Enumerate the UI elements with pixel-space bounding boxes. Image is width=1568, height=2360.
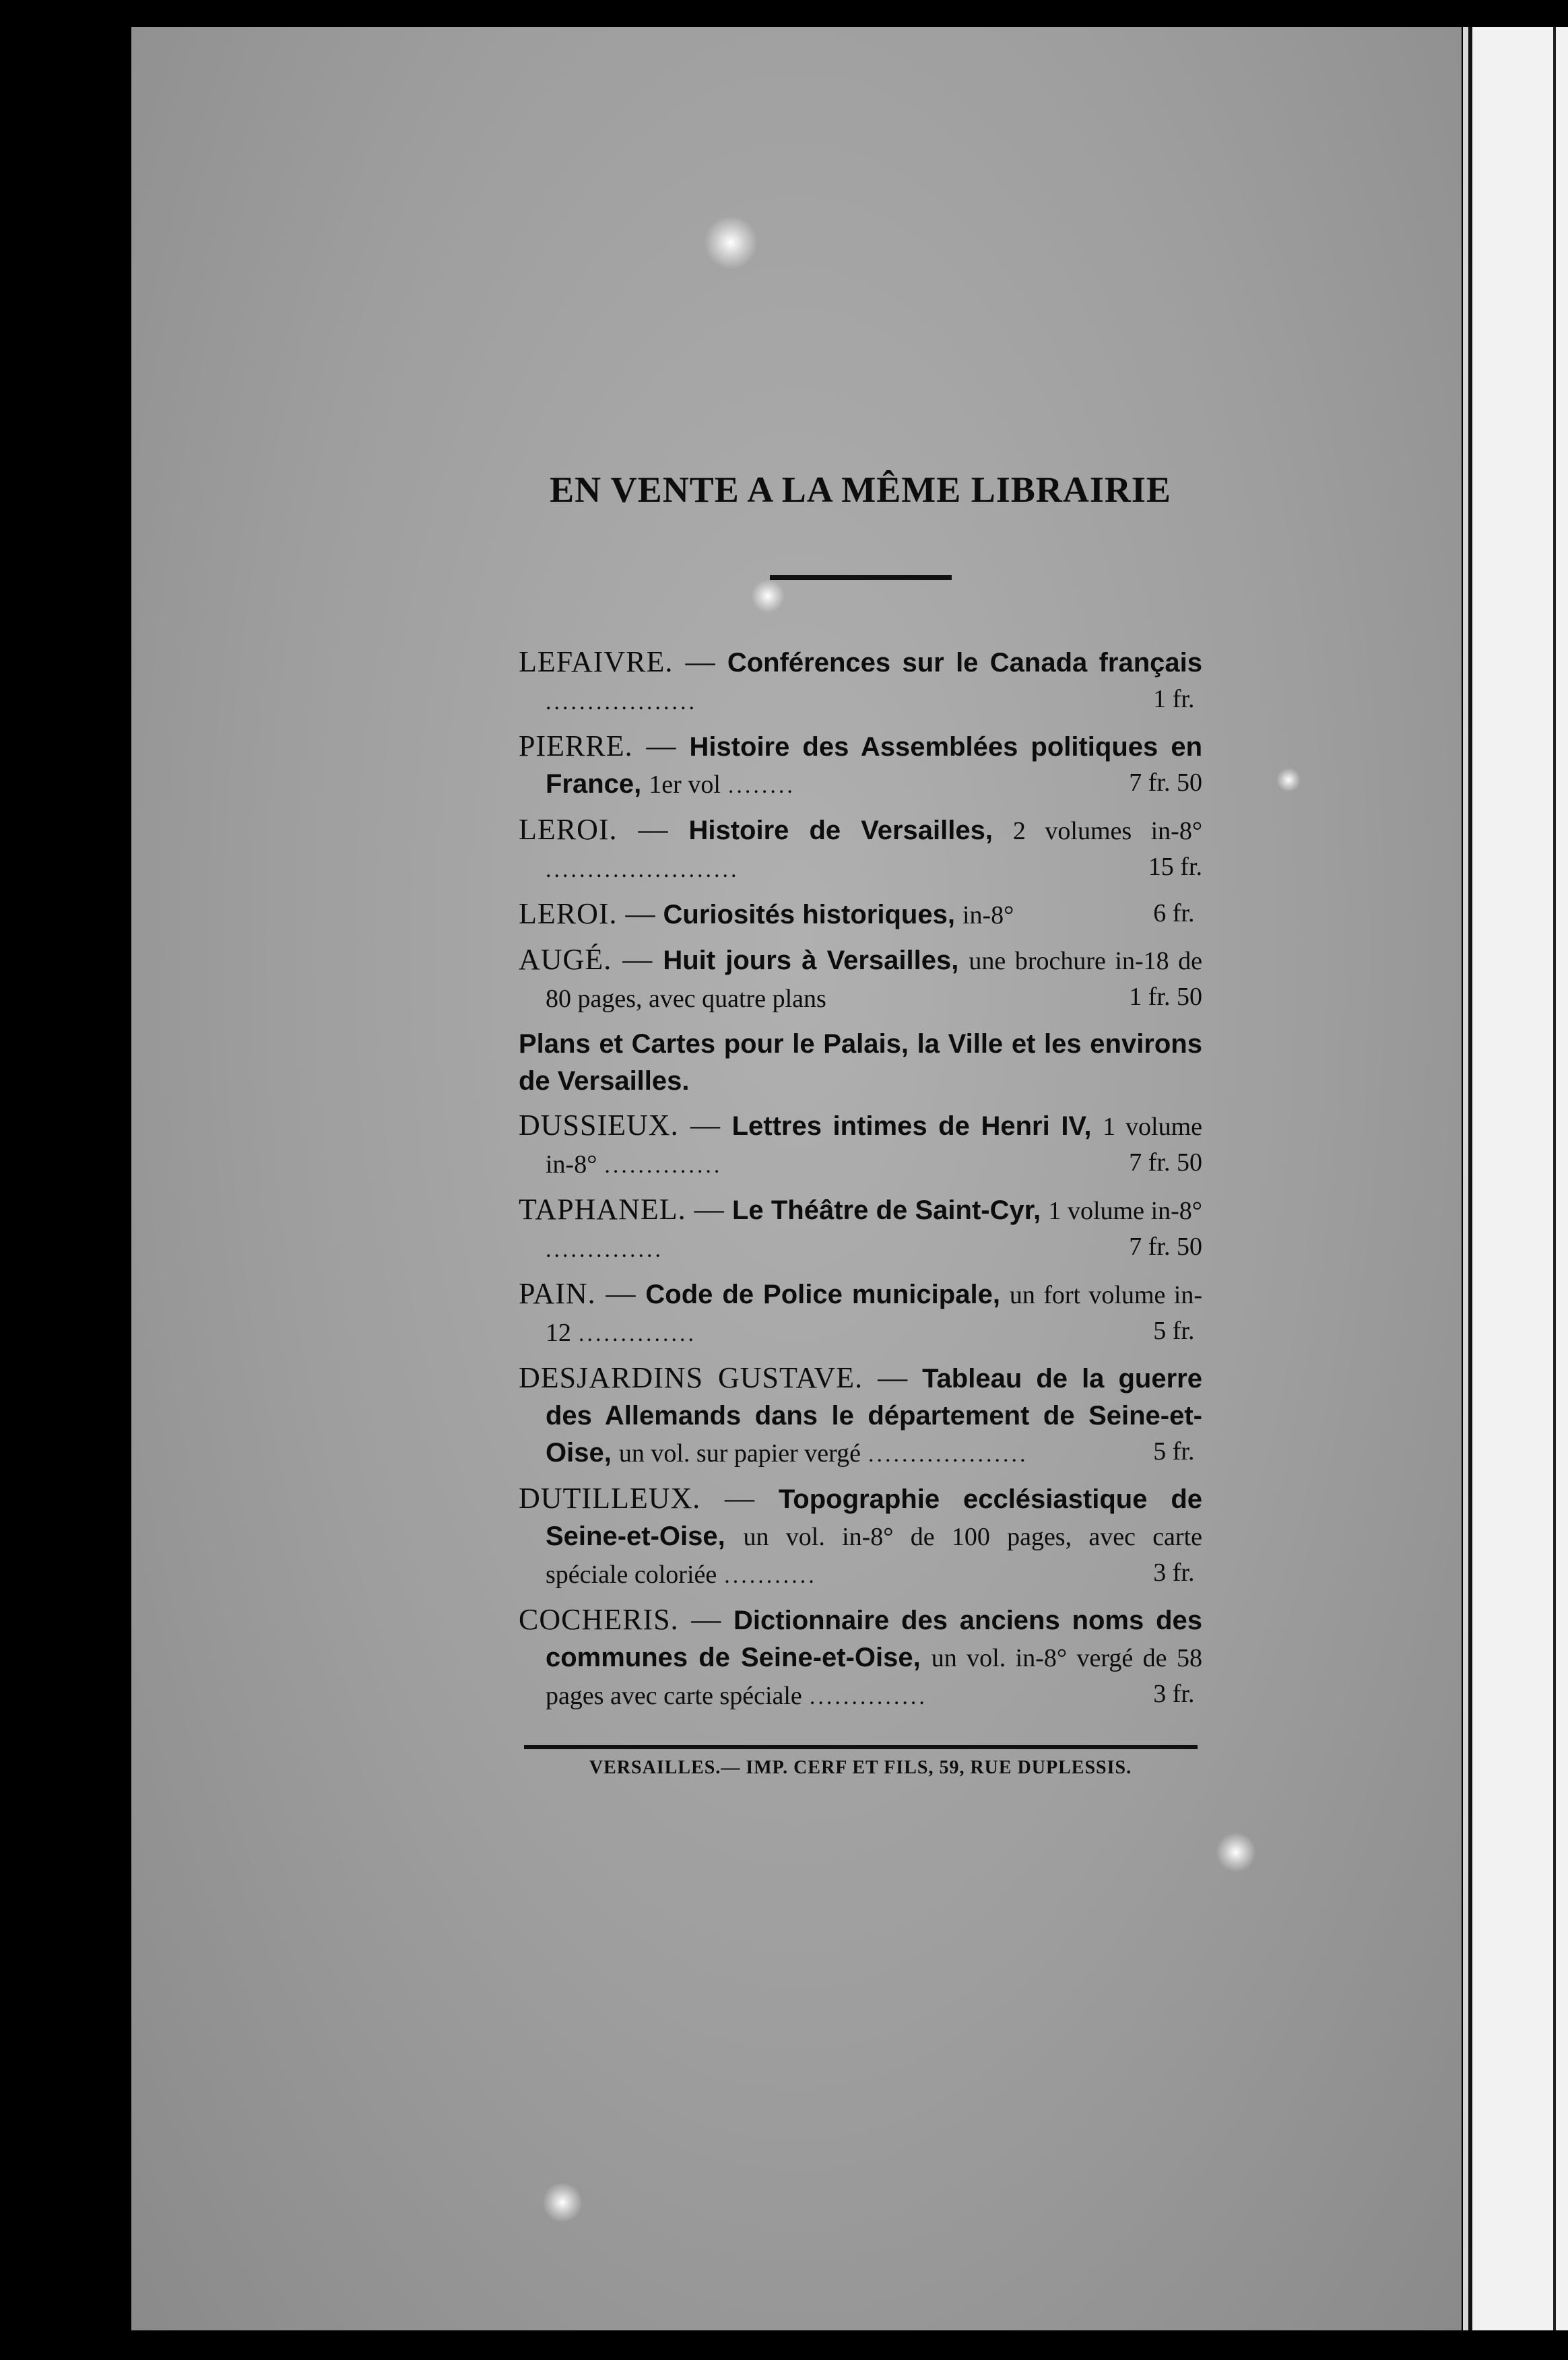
leader-dots: ....................... [546, 857, 740, 882]
entry-price: 3 fr. [1153, 1680, 1195, 1708]
catalog-entry [519, 644, 1202, 720]
leader-dots: .................. [546, 690, 697, 715]
scan-speck [1276, 768, 1301, 792]
entry-detail: un vol. in-8° vergé de 58 pages avec carte spéciale [546, 1644, 1202, 1710]
entry-title: Conférences sur le Canada français [727, 648, 1203, 678]
catalog-entry [519, 942, 1202, 1017]
leader-dots: ........ [727, 773, 795, 798]
entry-title: Le Théâtre de Saint-Cyr, [731, 1195, 1041, 1225]
page-edge-line [1553, 27, 1556, 2330]
leader-dots: ................... [868, 1442, 1028, 1467]
catalog-entry [519, 1360, 1202, 1472]
printer-imprint: VERSAILLES.— IMP. CERF ET FILS, 59, RUE DUPLESSIS. [589, 1757, 1132, 1778]
entry-author: DUTILLEUX. — [519, 1482, 756, 1515]
entry-author: COCHERIS. — [519, 1603, 722, 1636]
catalog-list [519, 644, 1202, 1715]
catalog-entry [519, 1602, 1202, 1715]
adjacent-blank-page [1468, 27, 1568, 2330]
catalog-entry [519, 1191, 1202, 1268]
scan-speck [542, 2182, 583, 2223]
entry-title: Tableau de la guerre des Allemands dans le département de Seine-et-Oise, [546, 1364, 1202, 1468]
catalog-content [519, 471, 1202, 1779]
catalog-entry [519, 1480, 1202, 1594]
entry-detail: 1 volume in-8° [1048, 1197, 1202, 1225]
entry-price: 6 fr. [1153, 899, 1195, 927]
entry-price: 1 fr. 50 [1129, 983, 1202, 1011]
entry-price: 7 fr. 50 [1129, 1148, 1202, 1177]
entry-price: 5 fr. [1153, 1437, 1195, 1466]
entry-title: Dictionnaire des anciens noms des communes de Seine-et-Oise, [546, 1606, 1202, 1672]
entry-price: 7 fr. 50 [1129, 1233, 1202, 1261]
entry-detail: 1er vol [649, 771, 721, 799]
heading-rule [770, 575, 952, 580]
entry-detail: un fort volume in-12 [546, 1281, 1202, 1347]
entry-author: AUGÉ. — [519, 943, 653, 976]
catalog-entry [519, 812, 1202, 888]
entry-detail: un vol. in-8° de 100 pages, avec carte spéciale coloriée [546, 1523, 1202, 1589]
entry-title: Histoire de Versailles, [688, 816, 993, 845]
leader-dots: .............. [604, 1153, 723, 1178]
entry-detail: une brochure in-18 de 80 pages, avec quatre plans [546, 947, 1203, 1013]
leader-dots: .............. [809, 1684, 927, 1709]
catalog-entry [519, 1107, 1202, 1183]
entry-author: LEROI. — [519, 897, 656, 930]
entry-author: TAPHANEL. — [519, 1193, 725, 1226]
catalog-heading: EN VENTE A LA MÊME LIBRAIRIE [550, 469, 1171, 510]
entry-title: Histoire des Assemblées politiques en France, [546, 732, 1202, 799]
entry-title: Curiosités historiques, [663, 900, 955, 929]
catalog-entry [519, 728, 1202, 804]
entry-detail: 1 volume in-8° [546, 1113, 1203, 1179]
entry-author: PIERRE. — [519, 729, 677, 762]
imprint-rule [524, 1745, 1198, 1749]
entry-price: 15 fr. [1148, 853, 1202, 881]
entry-price: 7 fr. 50 [1129, 768, 1202, 797]
entry-detail: in-8° [962, 901, 1014, 929]
entry-price: 3 fr. [1153, 1559, 1195, 1587]
leader-dots: ........... [724, 1563, 817, 1588]
entry-price: 5 fr. [1153, 1317, 1195, 1345]
scan-speck [704, 216, 758, 269]
leader-dots: .............. [546, 1237, 663, 1262]
entry-detail: 2 volumes in-8° [1012, 817, 1203, 845]
page-edge [1463, 27, 1468, 2330]
entry-author: DUSSIEUX. — [519, 1109, 721, 1142]
entry-author: DESJARDINS GUSTAVE. — [519, 1361, 909, 1394]
entry-title: Huit jours à Versailles, [663, 946, 959, 975]
entry-author: PAIN. — [519, 1277, 636, 1310]
catalog-entry [519, 896, 1202, 933]
entry-detail: un vol. sur papier vergé [618, 1439, 861, 1468]
leader-dots: .............. [579, 1321, 696, 1346]
entry-author: LEFAIVRE. — [519, 645, 716, 678]
entry-title: Lettres intimes de Henri IV, [731, 1111, 1092, 1141]
entry-title: Topographie ecclésiastique de Seine-et-Oise, [546, 1484, 1203, 1551]
entry-title: Plans et Cartes pour le Palais, la Ville et les environs de Versailles. [519, 1029, 1202, 1096]
entry-title: Code de Police municipale, [645, 1280, 1000, 1309]
entry-price: 1 fr. [1153, 685, 1195, 713]
scan-speck [1216, 1832, 1256, 1872]
entry-author: LEROI. — [519, 813, 669, 846]
catalog-entry [519, 1276, 1202, 1352]
catalog-entry [519, 1025, 1202, 1099]
